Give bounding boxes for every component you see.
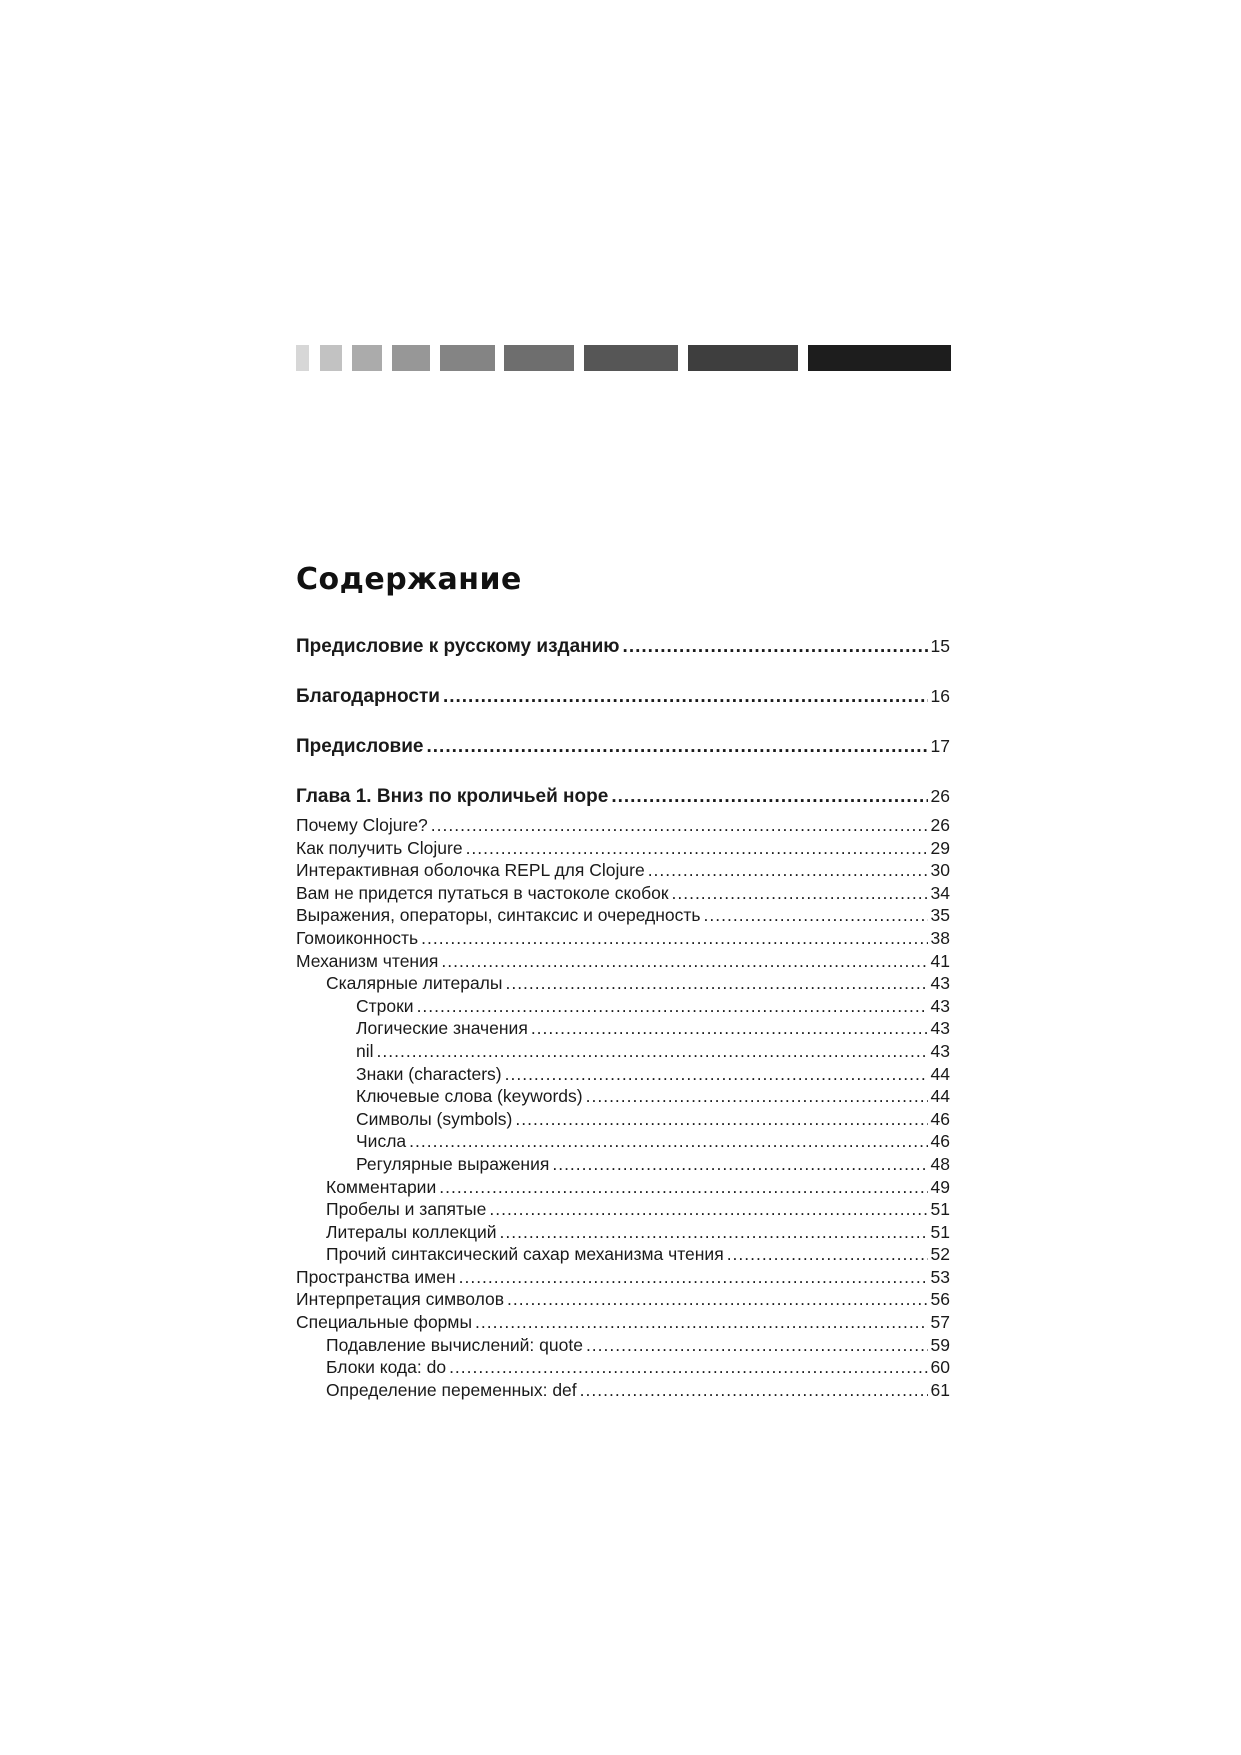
toc-leader-dots xyxy=(648,859,928,882)
toc-leader-dots xyxy=(466,837,928,860)
toc-entry-title: Символы (symbols) xyxy=(356,1108,513,1129)
toc-entry-page: 41 xyxy=(930,950,950,971)
toc-leader-dots xyxy=(421,927,927,950)
gradient-block-7 xyxy=(584,345,678,371)
toc-leader-dots xyxy=(531,1017,928,1040)
toc-leader-dots xyxy=(489,1198,927,1221)
toc-entry-page: 61 xyxy=(930,1379,950,1400)
toc-leader-dots xyxy=(459,1266,928,1289)
toc-entry xyxy=(296,1334,950,1357)
toc-entry xyxy=(296,859,950,882)
toc-entry-title: Интерпретация символов xyxy=(296,1289,505,1310)
gradient-block-5 xyxy=(440,345,495,371)
toc-entry-page: 48 xyxy=(930,1153,950,1174)
toc-leader-dots xyxy=(704,904,928,927)
toc-leader-dots xyxy=(672,882,928,905)
gradient-block-8 xyxy=(688,345,798,371)
toc-leader-dots xyxy=(417,995,928,1018)
toc-leader-dots xyxy=(449,1356,927,1379)
toc-entry-page: 51 xyxy=(930,1221,950,1242)
toc-entry xyxy=(296,950,950,973)
toc-entry-page: 43 xyxy=(930,973,950,994)
toc-leader-dots xyxy=(623,634,928,660)
toc-entry-title: Предисловие xyxy=(296,736,424,757)
toc-leader-dots xyxy=(427,734,928,760)
toc-entry xyxy=(296,1108,950,1131)
toc-leader-dots xyxy=(586,1085,928,1108)
gradient-block-4 xyxy=(392,345,430,371)
toc-entry xyxy=(296,1017,950,1040)
toc-entry xyxy=(296,814,950,837)
toc-entry-acknowledgements xyxy=(296,683,950,710)
toc-leader-dots xyxy=(507,1288,928,1311)
toc-entry-page: 17 xyxy=(930,736,950,756)
toc-entry-page: 57 xyxy=(930,1312,950,1333)
gradient-block-3 xyxy=(352,345,382,371)
toc-entry-preface xyxy=(296,733,950,760)
toc-entry-title: Скалярные литералы xyxy=(326,973,503,994)
toc-entry-chapter-1 xyxy=(296,783,950,810)
table-of-contents xyxy=(296,633,950,1401)
toc-leader-dots xyxy=(475,1311,928,1334)
toc-entry xyxy=(296,882,950,905)
toc-entry-title: Строки xyxy=(356,995,414,1016)
toc-entry-page: 16 xyxy=(930,686,950,706)
toc-leader-dots xyxy=(500,1221,928,1244)
toc-entry-page: 30 xyxy=(930,860,950,881)
toc-entry-title: Блоки кода: do xyxy=(326,1357,447,1378)
toc-entry xyxy=(296,904,950,927)
toc-entry-title: Гомоиконность xyxy=(296,927,419,948)
toc-leader-dots xyxy=(431,814,928,837)
toc-entry-title: Пространства имен xyxy=(296,1266,456,1287)
toc-entry-page: 56 xyxy=(930,1289,950,1310)
toc-entry-page: 38 xyxy=(930,927,950,948)
toc-entry-page: 44 xyxy=(930,1063,950,1084)
toc-entry-title: Благодарности xyxy=(296,686,440,707)
toc-entry xyxy=(296,1288,950,1311)
toc-leader-dots xyxy=(611,784,927,810)
toc-entry xyxy=(296,1153,950,1176)
toc-entry-page: 51 xyxy=(930,1199,950,1220)
toc-leader-dots xyxy=(377,1040,928,1063)
toc-leader-dots xyxy=(409,1130,927,1153)
toc-leader-dots xyxy=(441,950,927,973)
toc-entry-title: Прочий синтаксический сахар механизма чтения xyxy=(326,1244,724,1265)
toc-entry-title: Определение переменных: def xyxy=(326,1379,577,1400)
toc-entry xyxy=(296,1176,950,1199)
gradient-block-2 xyxy=(320,345,342,371)
toc-entry-title: Регулярные выражения xyxy=(356,1153,550,1174)
toc-entry-page: 43 xyxy=(930,1040,950,1061)
toc-entry xyxy=(296,837,950,860)
toc-entry-page: 59 xyxy=(930,1334,950,1355)
toc-entry xyxy=(296,1356,950,1379)
toc-entry-title: Знаки (characters) xyxy=(356,1063,502,1084)
toc-entry-page: 46 xyxy=(930,1108,950,1129)
toc-entry xyxy=(296,1311,950,1334)
toc-entry-title: Как получить Clojure xyxy=(296,837,463,858)
toc-entry-title: Логические значения xyxy=(356,1018,528,1039)
toc-entry-page: 44 xyxy=(930,1086,950,1107)
toc-entry-title: nil xyxy=(356,1040,374,1061)
toc-entry xyxy=(296,1085,950,1108)
toc-entry-title: Интерактивная оболочка REPL для Clojure xyxy=(296,860,645,881)
toc-entry-preface-russian xyxy=(296,633,950,660)
toc-leader-dots xyxy=(439,1176,927,1199)
toc-entry xyxy=(296,927,950,950)
toc-entry xyxy=(296,1130,950,1153)
toc-entry-page: 53 xyxy=(930,1266,950,1287)
toc-entry-page: 29 xyxy=(930,837,950,858)
gradient-block-1 xyxy=(296,345,309,371)
toc-leader-dots xyxy=(443,684,928,710)
toc-entry-title: Механизм чтения xyxy=(296,950,439,971)
toc-leader-dots xyxy=(727,1243,928,1266)
toc-entry-title: Комментарии xyxy=(326,1176,437,1197)
toc-entry xyxy=(296,1063,950,1086)
toc-entry xyxy=(296,972,950,995)
toc-entry-title: Глава 1. Вниз по кроличьей норе xyxy=(296,786,609,807)
toc-leader-dots xyxy=(505,1063,928,1086)
toc-entry-title: Вам не придется путаться в частоколе скобок xyxy=(296,882,669,903)
page-title: Содержание xyxy=(296,562,522,597)
toc-entry-page: 49 xyxy=(930,1176,950,1197)
toc-entry xyxy=(296,1243,950,1266)
toc-entry-title: Литералы коллекций xyxy=(326,1221,497,1242)
toc-entry-title: Почему Clojure? xyxy=(296,815,428,835)
toc-entry-page: 43 xyxy=(930,1018,950,1039)
toc-entry xyxy=(296,1040,950,1063)
toc-entry-title: Выражения, операторы, синтаксис и очередность xyxy=(296,905,701,926)
toc-entry-page: 35 xyxy=(930,905,950,926)
toc-leader-dots xyxy=(515,1108,927,1131)
toc-entry-page: 26 xyxy=(930,815,950,835)
toc-entry xyxy=(296,1379,950,1402)
toc-entry-title: Числа xyxy=(356,1131,407,1152)
gradient-block-9 xyxy=(808,345,951,371)
gradient-block-6 xyxy=(504,345,574,371)
toc-entry-title: Подавление вычислений: quote xyxy=(326,1334,583,1355)
toc-entry xyxy=(296,1198,950,1221)
toc-entry-title: Специальные формы xyxy=(296,1312,473,1333)
toc-leader-dots xyxy=(586,1334,928,1357)
toc-entry-page: 26 xyxy=(930,786,950,806)
toc-entry xyxy=(296,1266,950,1289)
toc-leader-dots xyxy=(552,1153,927,1176)
toc-entry xyxy=(296,995,950,1018)
toc-entry-title: Пробелы и запятые xyxy=(326,1199,487,1220)
toc-entry-page: 52 xyxy=(930,1244,950,1265)
toc-entry-page: 34 xyxy=(930,882,950,903)
toc-entry-title: Предисловие к русскому изданию xyxy=(296,636,620,657)
toc-leader-dots xyxy=(580,1379,928,1402)
toc-leader-dots xyxy=(505,972,927,995)
toc-entry-page: 46 xyxy=(930,1131,950,1152)
toc-entry-page: 60 xyxy=(930,1357,950,1378)
toc-entry xyxy=(296,1221,950,1244)
toc-entry-title: Ключевые слова (keywords) xyxy=(356,1086,583,1107)
toc-entry-page: 15 xyxy=(930,636,950,656)
toc-entry-page: 43 xyxy=(930,995,950,1016)
